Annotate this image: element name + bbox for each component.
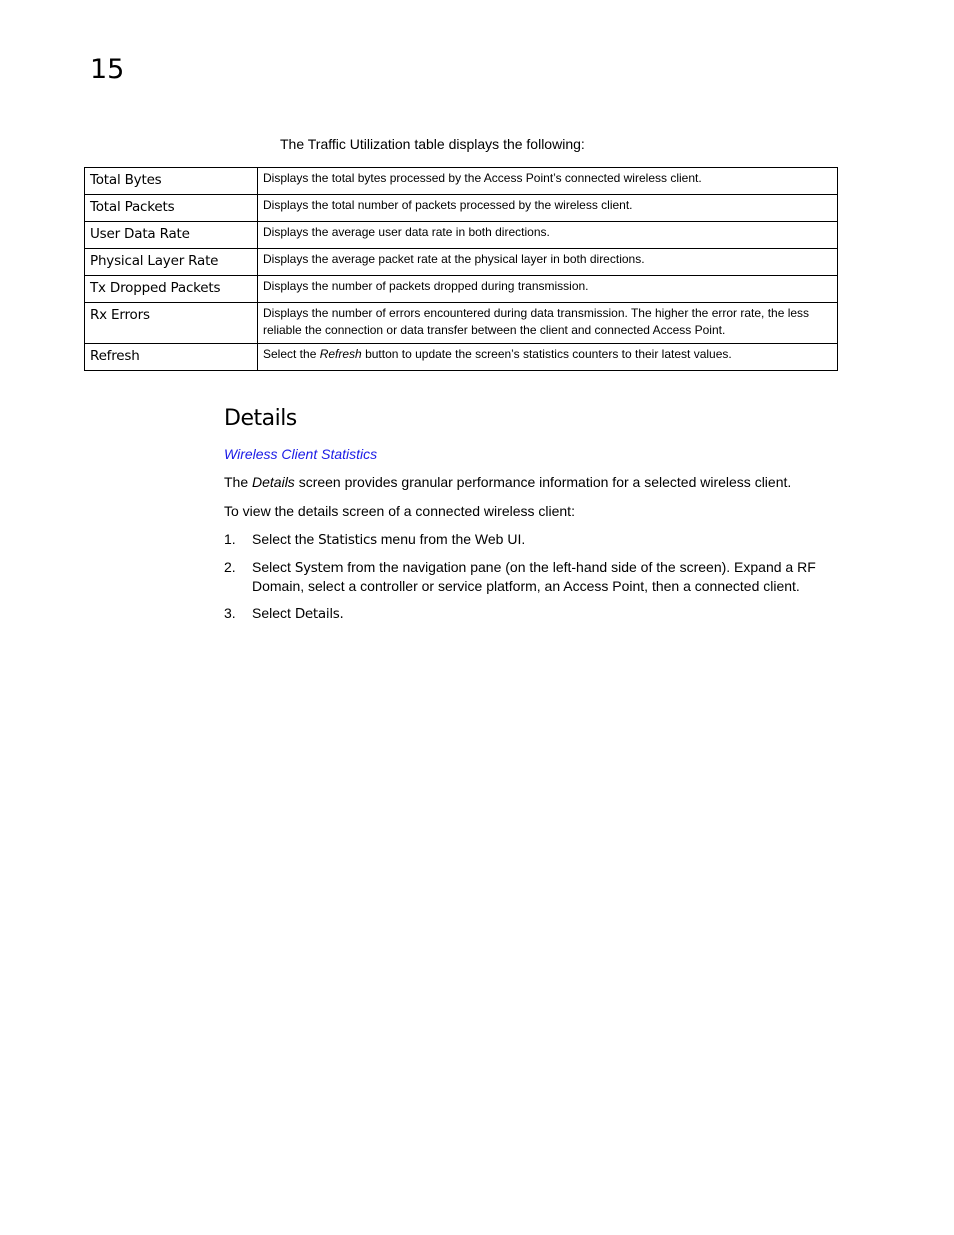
table-row (85, 249, 838, 276)
step-number: 1. (224, 531, 236, 547)
table-row (85, 344, 838, 371)
step-text-part: Select the (252, 531, 319, 547)
term-cell (85, 276, 258, 303)
step-text (252, 604, 846, 623)
term-label: Refresh (90, 348, 140, 364)
details-ui-term: Details. (294, 606, 344, 622)
step-text-part: menu from the Web UI. (376, 531, 526, 547)
description-cell: Displays the number of errors encountered during data transmission. The higher the error rate, the less reliable the connection or data transfer between the client and connected Access Point. (258, 303, 838, 344)
table-row (85, 195, 838, 222)
table-intro: The Traffic Utilization table displays the following: (280, 136, 585, 152)
description-cell: Displays the average user data rate in both directions. (258, 222, 838, 249)
step-text-part: from the navigation pane (on the left-hand side of the screen). Expand a RF Domain, select a controller or service platform, an Access Point, then a connected client. (252, 559, 816, 594)
table-row (85, 168, 838, 195)
procedure-intro: To view the details screen of a connected wireless client: (224, 503, 575, 519)
wireless-client-statistics-link[interactable]: Wireless Client Statistics (224, 446, 378, 462)
paragraph-text: The (224, 474, 253, 490)
list-item (224, 604, 846, 623)
table-row (85, 276, 838, 303)
table-row (85, 303, 838, 344)
term-label: Tx Dropped Packets (90, 280, 221, 296)
term-cell (85, 222, 258, 249)
list-item (224, 558, 846, 595)
term-cell (85, 195, 258, 222)
description-cell: Displays the number of packets dropped during transmission. (258, 276, 838, 303)
term-label: Rx Errors (90, 307, 150, 323)
term-cell (85, 303, 258, 344)
term-label: Physical Layer Rate (90, 253, 219, 269)
desc-text: Select the (263, 347, 320, 361)
details-description (224, 473, 844, 491)
desc-text: button to update the screen’s statistics counters to their latest values. (361, 347, 732, 361)
term-cell (85, 344, 258, 371)
chapter-number: 15 (90, 54, 125, 85)
step-text-part: Select (252, 559, 295, 575)
table-row (85, 222, 838, 249)
term-cell (85, 168, 258, 195)
term-label: Total Bytes (90, 172, 162, 188)
step-text (252, 558, 846, 595)
statistics-ui-term: Statistics (318, 532, 377, 548)
traffic-utilization-table (84, 167, 838, 371)
step-number: 2. (224, 559, 236, 575)
step-text-part: Select (252, 605, 295, 621)
term-label: Total Packets (90, 199, 175, 215)
paragraph-text: screen provides granular performance information for a selected wireless client. (294, 474, 792, 490)
system-ui-term: System (294, 560, 344, 576)
description-cell: Displays the total bytes processed by the Access Point’s connected wireless client. (258, 168, 838, 195)
term-label: User Data Rate (90, 226, 190, 242)
list-item (224, 530, 846, 549)
term-cell (85, 249, 258, 276)
details-emphasis: Details (252, 474, 295, 490)
refresh-emphasis: Refresh (319, 347, 362, 361)
description-cell (258, 344, 838, 371)
section-heading: Details (224, 406, 297, 431)
description-cell: Displays the total number of packets processed by the wireless client. (258, 195, 838, 222)
description-cell: Displays the average packet rate at the physical layer in both directions. (258, 249, 838, 276)
step-number: 3. (224, 605, 236, 621)
step-text (252, 530, 846, 549)
